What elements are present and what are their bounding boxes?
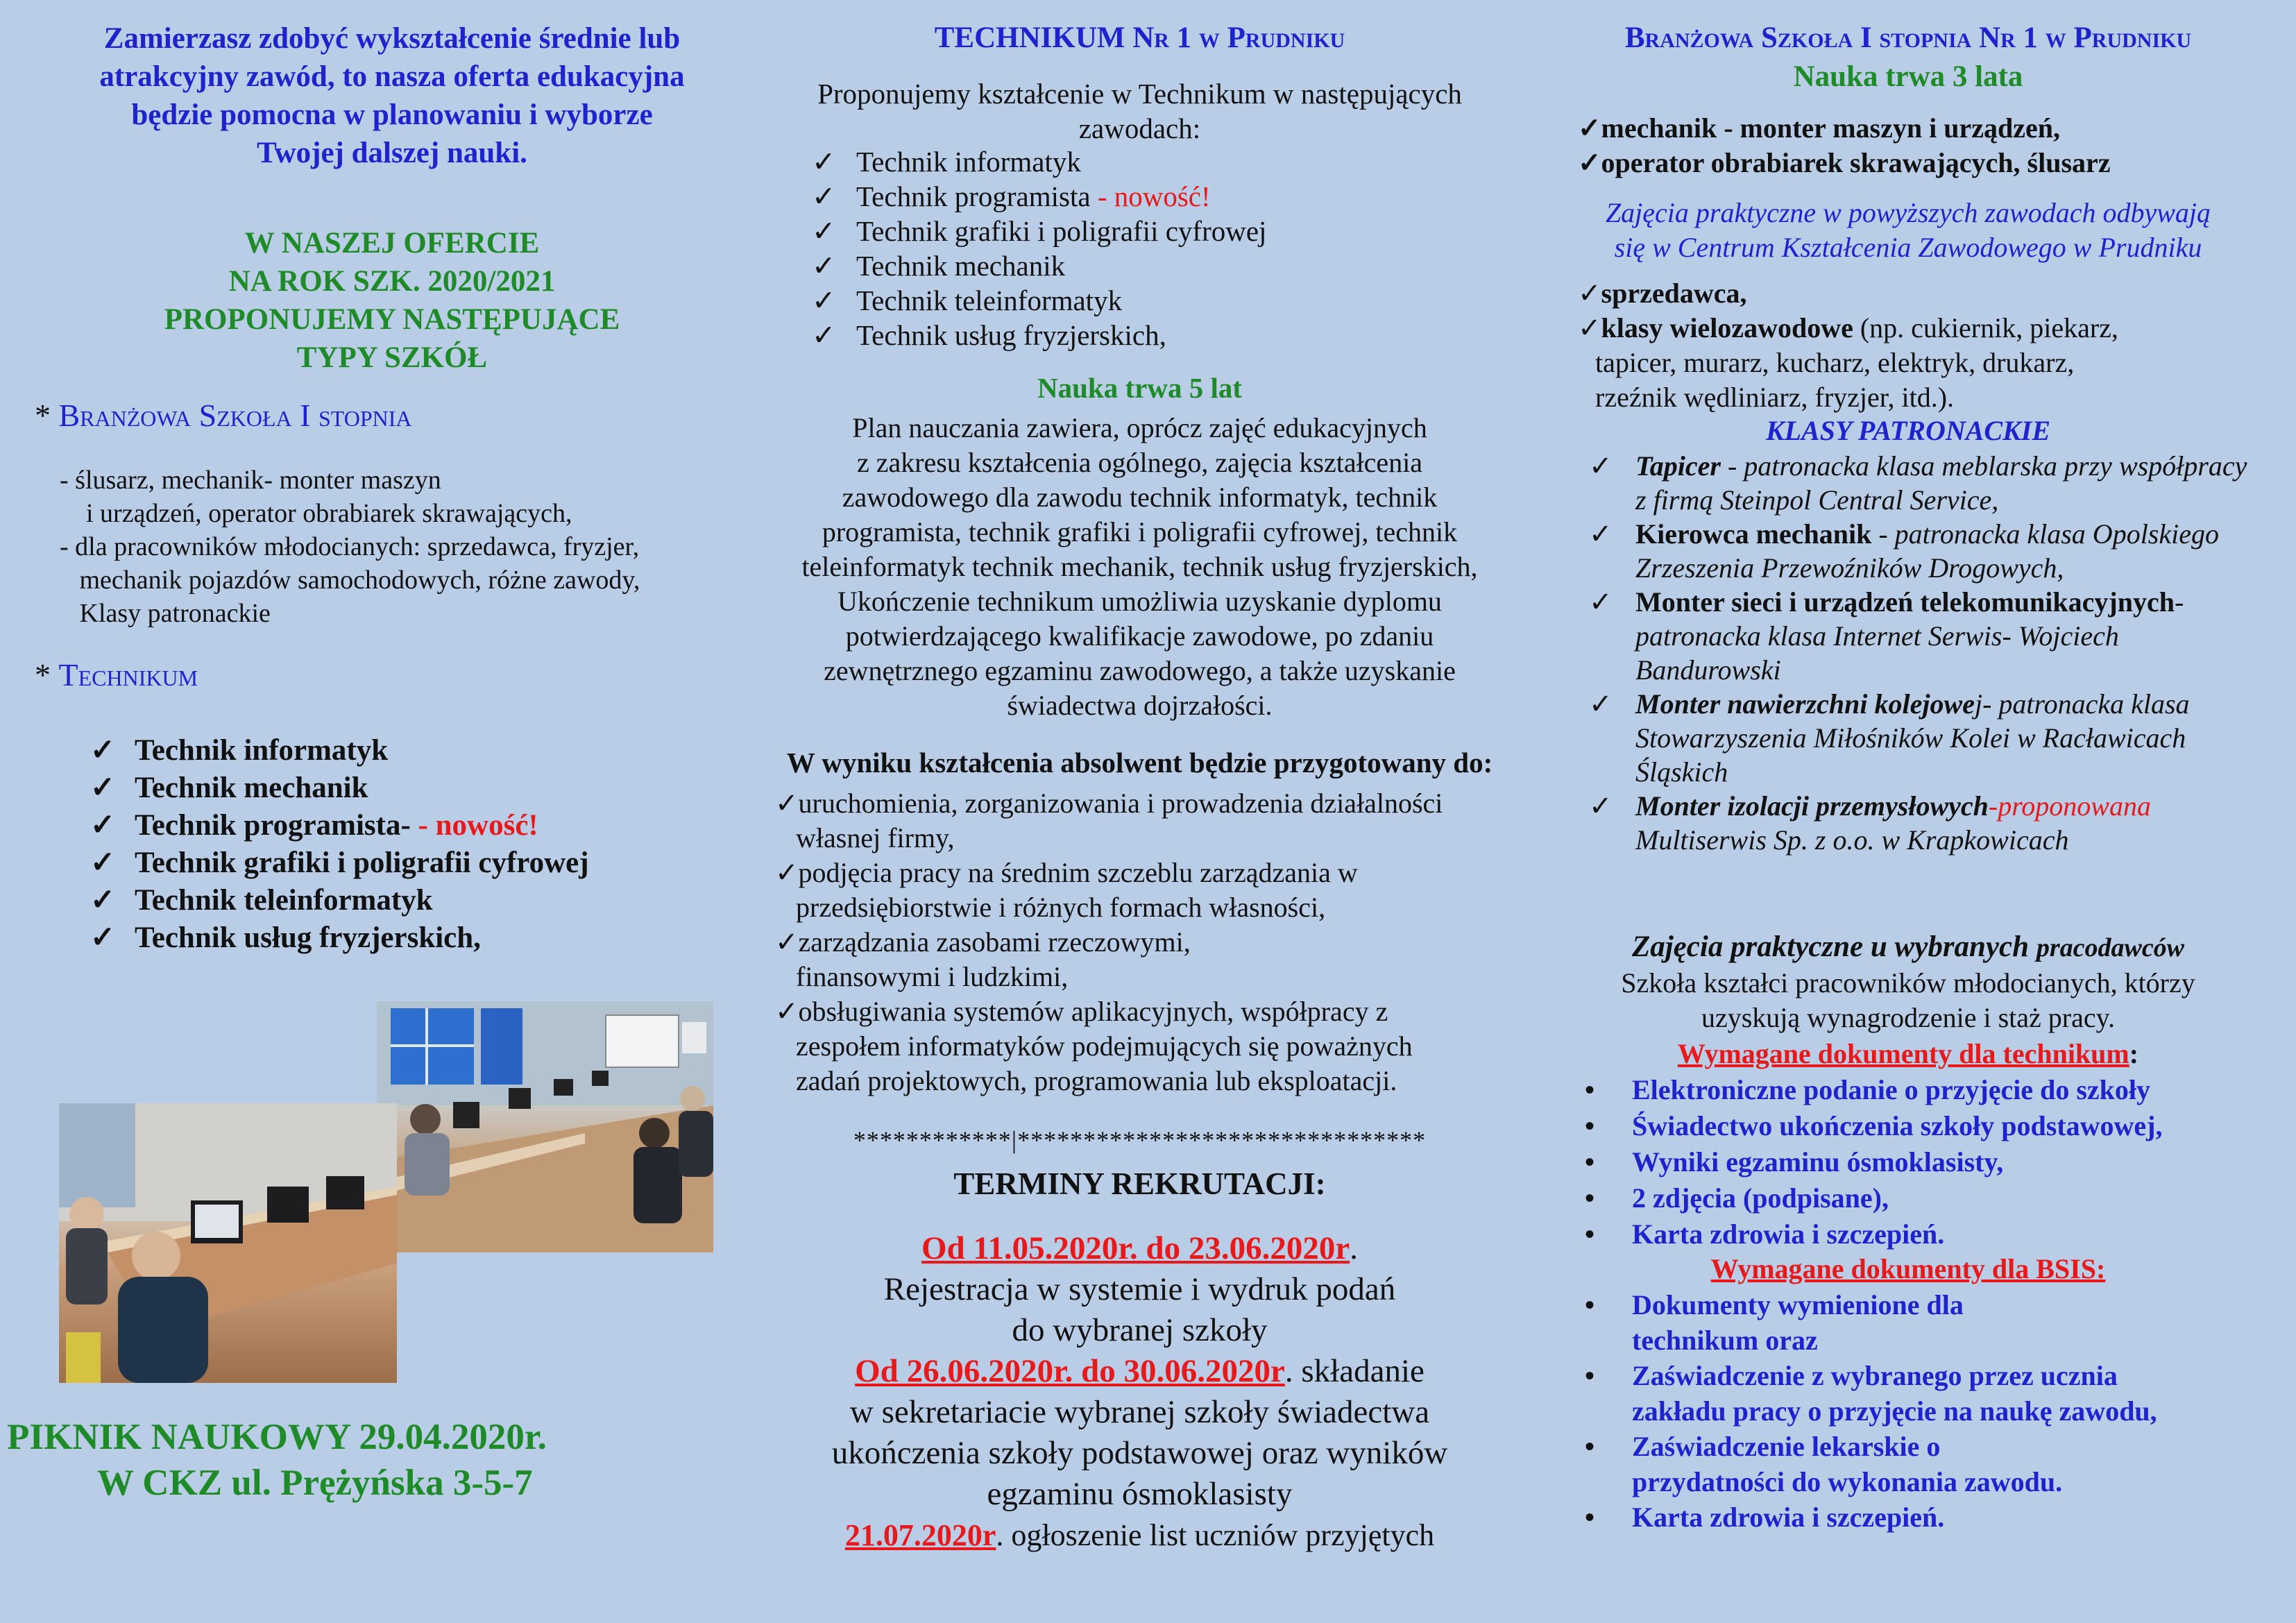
- check-icon: ✓: [775, 788, 799, 819]
- bsis-heading: * Branżowa Szkoła I stopnia: [35, 398, 412, 433]
- star-bullet: *: [35, 398, 51, 433]
- list-item: ✓zarządzania zasobami rzeczowymi, finansowymi i ludzkimi,: [775, 926, 1191, 992]
- bullet-icon: •: [1585, 1182, 1595, 1214]
- list-item: • Karta zdrowia i szczepień.: [1585, 1216, 2162, 1252]
- list-item: ✓uruchomienia, zorganizowania i prowadzenia działalności własnej firmy,: [775, 788, 1443, 853]
- list-item: ✓ Tapicer - patronacka klasa meblarska przy współpracy z firmą Steinpol Central Service,: [1589, 450, 2247, 516]
- list-item: ✓klasy wielozawodowe (np. cukiernik, piekarz,: [1578, 312, 2118, 343]
- patron-classes-list: [1589, 449, 2255, 857]
- employers-heading: Zajęcia praktyczne u wybranych pracodawców: [1631, 931, 2185, 963]
- patron-classes-heading: KLASY PATRONACKIE: [1765, 415, 2051, 446]
- separator: ************|*******************************: [853, 1126, 1427, 1154]
- list-item: ✓ Technik grafiki i poligrafii cyfrowej: [812, 215, 1267, 247]
- check-icon: ✓: [1578, 278, 1601, 309]
- list-item: ✓ Technik informatyk: [812, 146, 1081, 178]
- technikum-nr1-heading: TECHNIKUM Nr 1 w Prudniku: [934, 22, 1345, 54]
- list-item: ✓ Technik informatyk: [90, 732, 589, 770]
- list-item: ✓ Technik mechanik: [812, 250, 1066, 282]
- check-icon: ✓: [1589, 790, 1613, 822]
- list-item: ✓ Technik programista - nowość!: [812, 180, 1211, 212]
- date-3: 21.07.2020r: [844, 1518, 996, 1552]
- check-icon: ✓: [775, 926, 799, 958]
- list-item: ✓ Technik teleinformatyk: [90, 882, 589, 919]
- practice-note: Zajęcia praktyczne w powyższych zawodach odbywają się w Centrum Kształcenia Zawodowego w Prudniku: [1605, 197, 2211, 263]
- classroom-photo-back-image: [377, 1001, 713, 1252]
- bullet-icon: •: [1585, 1074, 1595, 1105]
- tech-documents-heading: Wymagane dokumenty dla technikum:: [1677, 1038, 2139, 1069]
- list-item: ✓operator obrabiarek skrawających, ślusarz: [1578, 147, 2111, 178]
- list-item: mechanik pojazdów samochodowych, różne zawody,: [60, 566, 640, 595]
- technikum-heading: * Technikum: [35, 657, 198, 692]
- recruitment-schedule: Od 11.05.2020r. do 23.06.2020r. Rejestracja w systemie i wydruk podań do wybranej szkoły Od 26.06.2020r. do 30.06.2020r. składanie w sekretariacie wybranej szkoły świadectwa ukończenia szkoły podstawowej oraz wyników egzaminu ósmoklasisty 21.07.2020r. ogłoszenie list uczniów przyjętych: [831, 1230, 1448, 1552]
- check-icon: ✓: [775, 996, 799, 1027]
- check-icon: ✓: [775, 857, 799, 888]
- check-icon: ✓: [812, 284, 836, 316]
- classroom-photo-back: [377, 1001, 713, 1252]
- list-item: • Zaświadczenie z wybranego przez ucznia zakładu pracy o przyjęcie na naukę zawodu,: [1585, 1358, 2209, 1429]
- profession-list: [812, 144, 1266, 352]
- employers-text: Szkoła kształci pracowników młodocianych, którzy uzyskują wynagrodzenie i staż pracy.: [1621, 967, 2195, 1033]
- intro-text: Zamierzasz zdobyć wykształcenie średnie lub atrakcyjny zawód, to nasza oferta edukacyjna będzie pomocna w planowaniu i wyborze Twojej dalszej nauki.: [99, 22, 685, 169]
- check-icon: ✓: [1578, 112, 1601, 144]
- bullet-icon: •: [1585, 1146, 1595, 1178]
- check-icon: ✓: [90, 921, 116, 954]
- list-item: Klasy patronackie: [60, 599, 271, 628]
- list-item: ✓ Technik usług fryzjerskich,: [812, 319, 1166, 351]
- bsis-documents-list: [1585, 1287, 2209, 1535]
- date-range-2: Od 26.06.2020r. do 30.06.2020r: [855, 1353, 1285, 1389]
- check-icon: ✓: [90, 772, 116, 804]
- offer-heading: W NASZEJ OFERCIE NA ROK SZK. 2020/2021 PROPONUJEMY NASTĘPUJĄCE TYPY SZKÓŁ: [164, 227, 620, 374]
- bsis-other-list: ✓sprzedawca, ✓klasy wielozawodowe (np. cukiernik, piekarz, tapicer, murarz, kucharz, elektryk, drukarz, rzeźnik wędliniarz, fryzjer, itd.).: [1578, 278, 2118, 413]
- check-icon: ✓: [812, 180, 836, 212]
- check-icon: ✓: [1589, 586, 1613, 618]
- technikum-list: [90, 732, 589, 957]
- list-item: ✓podjęcia pracy na średnim szczeblu zarządzania w przedsiębiorstwie i różnych formach własności,: [775, 857, 1358, 923]
- list-item: ✓sprzedawca,: [1578, 278, 1747, 309]
- bsis-professions: [1578, 111, 2111, 180]
- list-item: ✓ Technik usług fryzjerskich,: [90, 919, 589, 957]
- duration-3-years: Nauka trwa 3 lata: [1793, 60, 2023, 93]
- list-item: ✓obsługiwania systemów aplikacyjnych, współpracy z zespołem informatyków podejmujących się poważnych zadań projektowych, programowania lub eksploatacji.: [775, 996, 1413, 1096]
- duration-5-years: Nauka trwa 5 lat: [1037, 372, 1242, 404]
- bullet-icon: •: [1585, 1289, 1595, 1320]
- proposal-text: Proponujemy kształcenie w Technikum w następujących zawodach:: [817, 78, 1462, 144]
- list-item: i urządzeń, operator obrabiarek skrawających,: [60, 499, 572, 528]
- curriculum-text: Plan nauczania zawiera, oprócz zajęć edukacyjnych z zakresu kształcenia ogólnego, zajęcia kształcenia zawodowego dla zawodu technik informatyk, technik programista, technik grafiki i poligrafii cyfrowej, technik teleinformatyk technik mechanik, technik usług fryzjerskich, Ukończenie technikum umożliwia uzyskanie dyplomu potwierdzającego kwalifikacje zawodowe, po zdaniu zewnętrznego egzaminu zawodowego, a także uzyskanie świadectwa dojrzałości.: [801, 412, 1478, 721]
- list-item: - dla pracowników młodocianych: sprzedawca, fryzjer,: [60, 532, 640, 561]
- list-item: • Świadectwo ukończenia szkoły podstawowej,: [1585, 1108, 2162, 1144]
- bullet-icon: •: [1585, 1360, 1595, 1391]
- list-item: • Wyniki egzaminu ósmoklasisty,: [1585, 1144, 2162, 1180]
- list-item: • 2 zdjęcia (podpisane),: [1585, 1180, 2162, 1216]
- new-tag: - nowość!: [418, 809, 538, 842]
- check-icon: ✓: [812, 215, 836, 247]
- graduate-list: [775, 786, 1483, 1098]
- tech-documents-list: [1585, 1072, 2162, 1252]
- list-item: • Dokumenty wymienione dla technikum oraz: [1585, 1287, 2209, 1358]
- check-icon: ✓: [90, 734, 116, 767]
- graduate-heading: W wyniku kształcenia absolwent będzie przygotowany do:: [786, 747, 1493, 779]
- bullet-icon: •: [1585, 1218, 1595, 1250]
- new-tag: - nowość!: [1097, 180, 1211, 212]
- check-icon: ✓: [1589, 688, 1613, 720]
- check-icon: ✓: [812, 250, 836, 282]
- check-icon: ✓: [1578, 147, 1601, 178]
- list-item: ✓ Technik teleinformatyk: [812, 284, 1123, 316]
- bsis-nr1-heading: Branżowa Szkoła I stopnia Nr 1 w Prudniku: [1624, 22, 2192, 54]
- bullet-icon: •: [1585, 1431, 1595, 1462]
- check-icon: ✓: [90, 847, 116, 879]
- check-icon: ✓: [1578, 312, 1601, 343]
- list-item: ✓mechanik - monter maszyn i urządzeń,: [1578, 112, 2060, 144]
- check-icon: ✓: [1589, 450, 1613, 482]
- bullet-icon: •: [1585, 1110, 1595, 1141]
- check-icon: ✓: [90, 884, 116, 917]
- classroom-photo-front: [59, 1103, 397, 1383]
- star-bullet: *: [35, 657, 51, 692]
- check-icon: ✓: [90, 809, 116, 842]
- check-icon: ✓: [812, 319, 836, 351]
- list-item: ✓ Technik programista- - nowość!: [90, 807, 589, 844]
- bullet-icon: •: [1585, 1502, 1595, 1533]
- check-icon: ✓: [1589, 518, 1613, 550]
- list-item: ✓ Monter sieci i urządzeń telekomunikacyjnych-patronacka klasa Internet Serwis- Wojciech Bandurowski: [1589, 586, 2184, 686]
- list-item: ✓ Kierowca mechanik - patronacka klasa Opolskiego Zrzeszenia Przewoźników Drogowych,: [1589, 518, 2219, 584]
- list-item: ✓ Monter izolacji przemysłowych-proponowana Multiserwis Sp. z o.o. w Krapkowicach: [1589, 790, 2151, 856]
- list-item: ✓ Technik mechanik: [90, 770, 589, 807]
- list-item: ✓ Technik grafiki i poligrafii cyfrowej: [90, 844, 589, 882]
- list-item: - ślusarz, mechanik- monter maszyn: [60, 466, 441, 495]
- recruitment-terms-heading: TERMINY REKRUTACJI:: [953, 1166, 1326, 1201]
- list-item: • Karta zdrowia i szczepień.: [1585, 1499, 2209, 1535]
- list-item: • Elektroniczne podanie o przyjęcie do szkoły: [1585, 1072, 2162, 1108]
- bsis-list: [60, 464, 640, 630]
- bsis-documents-heading: Wymagane dokumenty dla BSIS:: [1710, 1253, 2106, 1284]
- check-icon: ✓: [812, 146, 836, 178]
- date-range-1: Od 11.05.2020r. do 23.06.2020r: [921, 1230, 1350, 1266]
- list-item: ✓ Monter nawierzchni kolejowej- patronacka klasa Stowarzyszenia Miłośników Kolei w Racławicach Śląskich: [1589, 688, 2190, 788]
- piknik-announcement: PIKNIK NAUKOWY 29.04.2020r. W CKZ ul. Prężyńska 3-5-7: [7, 1417, 547, 1503]
- classroom-photo-front-image: [59, 1103, 397, 1383]
- list-item: • Zaświadczenie lekarskie o przydatności do wykonania zawodu.: [1585, 1429, 2209, 1499]
